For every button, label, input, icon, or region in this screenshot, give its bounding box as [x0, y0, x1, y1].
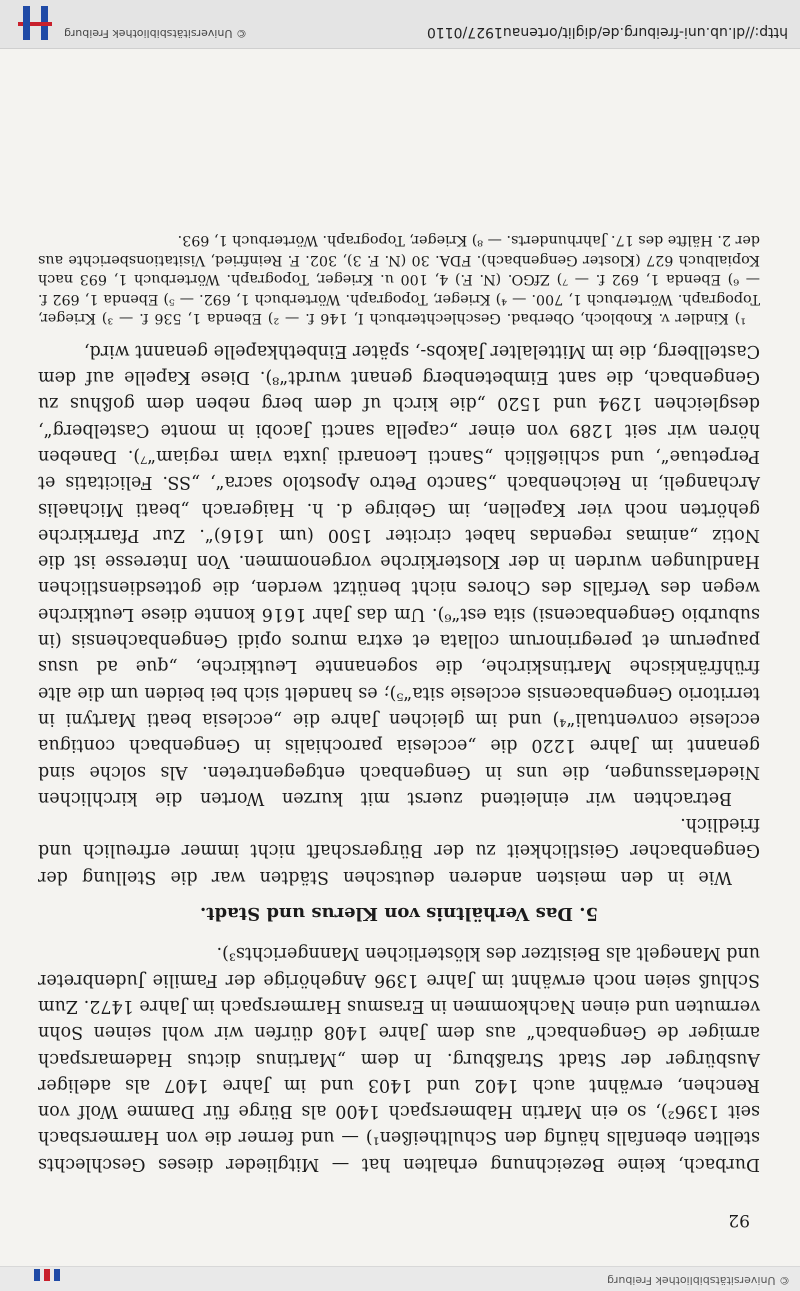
- body-paragraph-2: Wie in den meisten anderen deutschen Städten war die Stellung der Gengenbacher Geistlichkeit zu der Bürgerschaft nicht immer erfreulich und friedlich.: [38, 814, 760, 887]
- viewer-header-bar: [0, 0, 800, 49]
- footer-credit: © Universitätsbibliothek Freiburg: [607, 1274, 790, 1287]
- page-number: 92: [728, 1210, 750, 1230]
- top-strip: [0, 1266, 800, 1291]
- section-heading: 5. Das Verhältnis von Klerus und Stadt.: [199, 903, 599, 925]
- ub-freiburg-logo-icon: [24, 1269, 64, 1287]
- header-credit: © Universitätsbibliothek Freiburg: [64, 27, 247, 40]
- body-paragraph-1: Durbach, keine Bezeichnung erhalten hat — Mitglieder dieses Geschlechts stellten ebenfalls häufig den Schultheißen¹) — und ferner die von Harmersbach seit 1396²), so ein Martin Habmerspach 1400 als Bürge für Damme Wolf von Renchen, erwähnt auch 1402 und 1403 und im Jahre 1407 als adeliger Ausbürger der Stadt Straßburg. In dem „Martinus dictus Hademarspach armiger de Gengenbach“ aus dem Jahre 1408 dürfen wir wohl seinen Sohn vermuten und einen Nachkommen in Erasmus Harmerspach im Jahre 1472. Zum Schluß seien noch erwähnt im Jahre 1396 Angehörige der Familie Judenbreter und Manegelt als Beisitzer des klösterlichen Manngerichts³).: [38, 943, 760, 1174]
- source-url-link[interactable]: http://dl.ub.uni-freiburg.de/diglit/ortenau1927/0110: [426, 24, 788, 40]
- footnotes: [38, 230, 760, 328]
- body-paragraph-3: Betrachten wir einleitend zuerst mit kurzen Worten die kirchlichen Niederlassungen, die uns in Gengenbach entgegentreten. Als solche sind genannt im Jahre 1220 die „ecclesia parochialis in Gengenbach contigua ecclesie conventuali“⁴) und im gleichen Jahre die „ecclesia beati Martyni in territorio Gengenbacensis ecclesie sita“⁵); es handelt sich bei beiden um die alte frühfränkische Martinskirche, die sogenannte Leutkirche, „que ad usus pauperum et peregrinorum collata et extra muros opidi Gengenbachensis (in suburbio Gengenbacensi) sita est“⁶). Um das Jahr 1616 konnte diese Leutkirche wegen des Verfalls des Chores nicht benützt werden, die gottesdienstlichen Handlungen wurden in der Klosterkirche vorgenommen. Von Interesse ist die Notiz „animas regendas habet circiter 1500 (um 1616)“. Zur Pfarrkirche gehörten noch vier Kapellen, im Gebirge d. h. Haigerach „beati Michaelis Archangeli, in Reichenbach „Sancto Petro Apostolo sacra“, „SS. Felicitatis et Perpetuae“, und schließlich „Sancti Leonardi juxta viam regiam“⁷). Daneben hören wir seit 1289 von einer „capella sancti Jacobi in monte Castelberg“, desgleichen 1294 und 1520 „die kirch uf dem berg neben dem goßhus zu Gengenbach, die sant Eimbetenberg genant wurdt“⁸). Diese Kapelle auf dem Castellberg, die im Mittelalter Jakobs-, später Einbethkapelle genannt wird,: [38, 340, 760, 808]
- footnote-block: ¹) Kindler v. Knobloch, Oberbad. Geschlechterbuch I, 146 f. — ²) Ebenda 1, 536 f. — ³) Krieger, Topograph. Wörterbuch 1, 700. — ⁴) Krieger, Topograph. Wörterbuch 1, 692. — ⁵) Ebenda 1, 692 f. — ⁶) Ebenda 1, 692 f. — ⁷) ZfGO. (N. F.) 4, 100 u. Krieger, Topograph. Wörterbuch 1, 693 nach Kopialbuch 627 (Kloster Gengenbach). FDA. 30 (N. F. 3), 302. F. Reinfried, Visitationsberichte aus der 2. Hälfte des 17. Jahrhunderts. — ⁸) Krieger, Topograph. Wörterbuch 1, 693.: [38, 232, 760, 327]
- document-page: [38, 230, 760, 1233]
- ub-freiburg-header-logo-icon: [12, 4, 52, 44]
